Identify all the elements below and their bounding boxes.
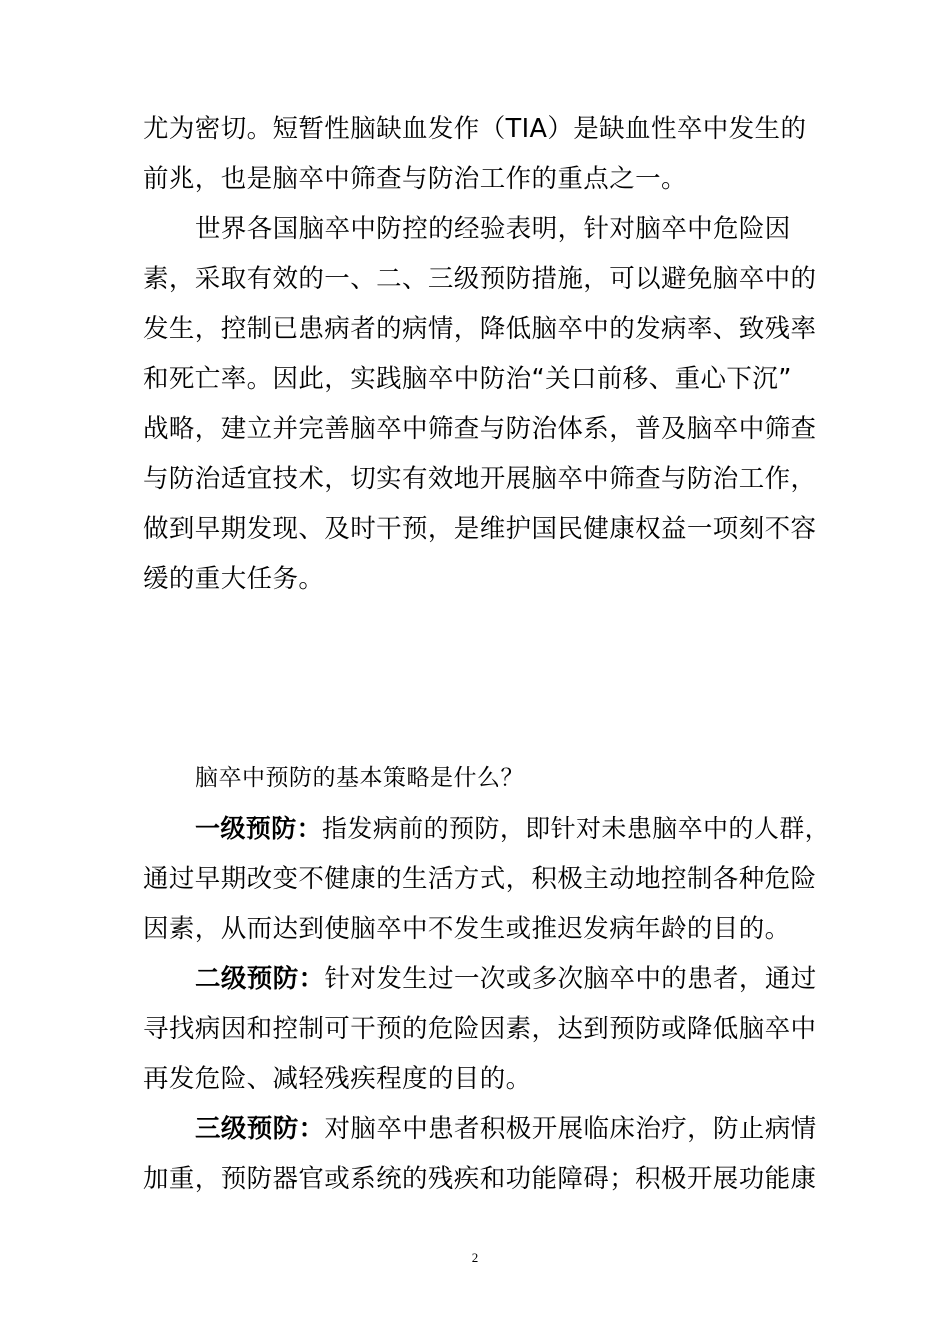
paragraph-2-line-3: 发生，控制已患病者的病情，降低脑卒中的发病率、致残率 [143, 314, 817, 344]
paragraph-2-line-2: 素，采取有效的一、二、三级预防措施，可以避免脑卒中的 [143, 264, 817, 294]
section-heading: 脑卒中预防的基本策略是什么？ [195, 765, 524, 791]
paragraph-2-line-8: 缓的重大任务。 [143, 564, 325, 594]
paragraph-1-line-2: 前兆，也是脑卒中筛查与防治工作的重点之一。 [143, 164, 687, 194]
page-number: 2 [471, 1250, 479, 1265]
tertiary-prevention-line-2: 加重，预防器官或系统的残疾和功能障碍；积极开展功能康 [143, 1164, 817, 1194]
primary-prevention-text: 指发病前的预防，即针对未患脑卒中的人群， [322, 814, 831, 843]
primary-prevention-line-1 [195, 812, 830, 846]
paragraph-2-line-6: 与防治适宜技术，切实有效地开展脑卒中筛查与防治工作， [143, 464, 817, 494]
primary-prevention-line-2: 通过早期改变不健康的生活方式，积极主动地控制各种危险 [143, 864, 817, 894]
tertiary-prevention-label: 三级预防： [195, 1114, 325, 1144]
secondary-prevention-line-1 [195, 962, 817, 996]
secondary-prevention-text: 针对发生过一次或多次脑卒中的患者，通过 [324, 964, 817, 994]
secondary-prevention-label: 二级预防： [195, 964, 325, 994]
secondary-prevention-line-2: 寻找病因和控制可干预的危险因素，达到预防或降低脑卒中 [143, 1014, 817, 1044]
paragraph-2-line-4: 和死亡率。因此，实践脑卒中防治“关口前移、重心下沉” [143, 364, 792, 394]
primary-prevention-line-3: 因素，从而达到使脑卒中不发生或推迟发病年龄的目的。 [143, 914, 791, 944]
paragraph-2-line-1: 世界各国脑卒中防控的经验表明，针对脑卒中危险因 [195, 214, 791, 244]
tertiary-prevention-text: 对脑卒中患者积极开展临床治疗，防止病情 [324, 1114, 817, 1144]
paragraph-2-line-7: 做到早期发现、及时干预，是维护国民健康权益一项刻不容 [143, 514, 817, 544]
paragraph-2-line-5: 战略，建立并完善脑卒中筛查与防治体系，普及脑卒中筛查 [143, 414, 817, 444]
primary-prevention-label: 一级预防： [195, 814, 323, 843]
secondary-prevention-line-3: 再发危险、减轻残疾程度的目的。 [143, 1064, 532, 1094]
paragraph-1-line-1: 尤为密切。短暂性脑缺血发作（TIA）是缺血性卒中发生的 [143, 114, 807, 144]
tertiary-prevention-line-1 [195, 1112, 817, 1146]
